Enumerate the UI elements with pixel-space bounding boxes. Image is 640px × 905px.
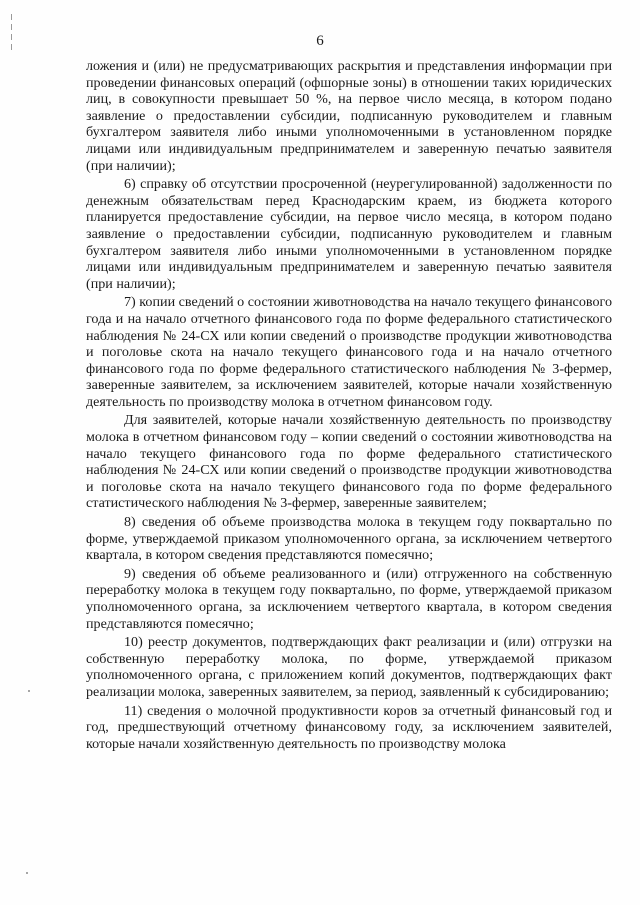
paragraph-item-11: 11) сведения о молочной продуктивности коров за отчетный финансовый год и год, предшествующий отчетному финансовому году, за исключением заявителей, которые начали хозяйственную деятельность по производству молока [86, 702, 612, 752]
document-body [86, 58, 612, 754]
paragraph-item-9: 9) сведения об объеме реализованного и (или) отгруженного на собственную переработку молока в текущем году поквартально, по форме, утверждаемой приказом уполномоченного органа, за исключением четвертого квартала, в котором сведения представляются помесячно; [86, 565, 612, 632]
paragraph-item-10: 10) реестр документов, подтверждающих факт реализации и (или) отгрузки на собственную переработку молока, по форме, утверждаемой приказом уполномоченного органа, с приложением копий документов, подтверждающих факт реализации молока, заверенных заявителем, за период, заявленный к субсидированию; [86, 634, 612, 700]
page-number: 6 [316, 33, 324, 49]
paragraph-item-6: 6) справку об отсутствии просроченной (неурегулированной) задолженности по денежным обязательствам перед Краснодарским краем, из бюджета которого планируется предоставление субсидии, на первое число месяца, в котором подано заявление о предоставлении субсидии, подписанную руководителем и главным бухгалтером заявителя либо иными уполномоченными в установленном порядке лицами или индивидуальным предпринимателем и заверенную печатью заявителя (при наличии); [86, 176, 612, 292]
paragraph-item-8: 8) сведения об объеме производства молока в текущем году поквартально по форме, утверждаемой приказом уполномоченного органа, за исключением четвертого квартала, в котором сведения представляются помесячно; [86, 514, 612, 564]
scan-speck [26, 872, 28, 874]
paragraph-new-applicants: Для заявителей, которые начали хозяйственную деятельность по производству молока в отчетном финансовом году – копии сведений о состоянии животноводства на начало текущего финансового года по форме федерального статистического наблюдения № 24-СХ или копии сведений о производстве продукции животноводства и поголовье скота на начало текущего финансового года по форме федерального статистического наблюдения № 3-фермер, заверенные заявителем; [86, 412, 612, 512]
scan-speck [28, 690, 30, 692]
paragraph-continuation: ложения и (или) не предусматривающих раскрытия и представления информации при проведении финансовых операций (офшорные зоны) в отношении таких юридических лиц, в совокупности превышает 50 %, на первое число месяца, в котором подано заявление о предоставлении субсидии, подписанную руководителем и главным бухгалтером заявителя либо иными уполномоченными в установленном порядке лицами или индивидуальным предпринимателем и заверенную печатью заявителя (при наличии); [86, 58, 612, 174]
paragraph-item-7: 7) копии сведений о состоянии животноводства на начало текущего финансового года и на начало отчетного финансового года по форме федерального статистического наблюдения № 24-СХ или копии сведений о производстве продукции животноводства и поголовье скота на начало текущего финансового года и на начало отчетного финансового года по форме федерального статистического наблюдения № 3-фермер, заверенные заявителем, за исключением заявителей, которые начали хозяйственную деятельность по производству молока в отчетном финансовом году. [86, 294, 612, 410]
